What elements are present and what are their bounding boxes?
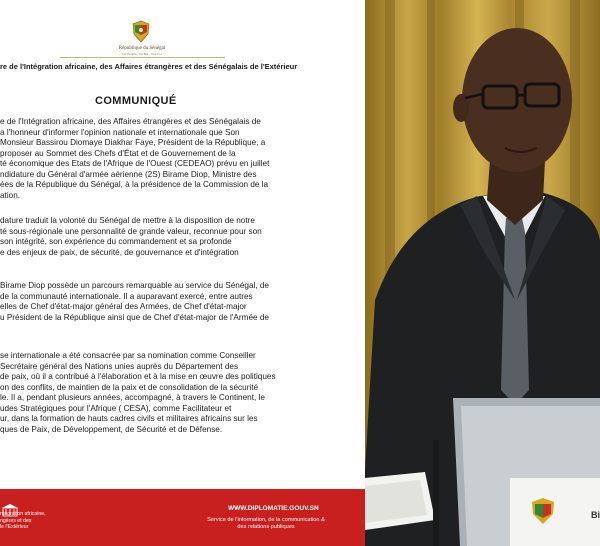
national-motto: Un Peuple - Un But - Une Foi (122, 52, 162, 56)
text-line: ées de la République du Sénégal, à la présidence de la Commission de la (0, 180, 269, 189)
document-header (0, 0, 365, 80)
name-plate (510, 478, 600, 546)
tie (501, 218, 529, 405)
text-line: a l'honneur d'informer l'opinion nationale et internationale que Son (0, 127, 240, 137)
text-line: dature traduit la volonté du Sénégal de mettre à la disposition de notre (0, 216, 255, 225)
text-line: le. Il a, pendant plusieurs années, accompagné, à travers le Continent, le (0, 393, 265, 402)
text-line: té sous-régionale une personnalité de grande valeur, reconnue pour son (0, 226, 262, 236)
text-line: on des conflits, de maintien de la paix et de consolidation de la sécurité (0, 382, 259, 392)
text-line: ndidature du Général d'armée aérienne (2S) Birame Diop, Ministre des (0, 169, 257, 179)
text-line: té économique des Etats de l'Afrique de l'Ouest (CEDEAO) prévu en juillet (0, 159, 270, 168)
text-line: elles de Chef d'état-major général des Armées, de Chef d'état-major (0, 302, 247, 311)
text-line: proposer au Sommet des Chefs d'État et de Gouvernement de la (0, 148, 236, 158)
text-line: ques de Paix, de Développement, de Sécurité et de Défense. (0, 424, 223, 434)
text-line: Birame Diop possède un parcours remarquable au service du Sénégal, de (0, 281, 269, 290)
text-line: u Président de la République ainsi que de Chef d'état-major de l'Armée de (0, 312, 269, 322)
text-line: ur, dans la formation de hauts cadres civils et militaires africains sur les (0, 414, 258, 423)
text-line: ntégration africaine, (0, 511, 46, 517)
text-line: son intégrité, son expérience du commandement et sa profonde (0, 237, 232, 246)
header-divider (60, 57, 225, 58)
paragraph-4 (0, 351, 365, 435)
republic-name: République du Sénégal (118, 46, 166, 51)
footer-ministry-name (0, 511, 60, 531)
text-line: Secrétaire général des Nations unies auprès du Département des (0, 361, 239, 371)
senegal-coat-of-arms-icon (131, 20, 151, 44)
paragraph-3 (0, 281, 365, 323)
footer-service-name (171, 517, 361, 531)
name-plate-text: Bi (591, 510, 600, 520)
paragraph-1 (0, 117, 365, 201)
microphone-stand (433, 440, 439, 546)
text-line: ation. (0, 190, 21, 200)
text-line: Service de l'information, de la communication & (207, 517, 325, 523)
minister-photo (365, 0, 600, 546)
text-line: de la communauté internationale. Il a auparavant exercé, entre autres (0, 291, 253, 301)
document-footer (0, 489, 365, 546)
paragraph-2 (0, 216, 365, 258)
portrait-illustration (365, 0, 600, 546)
text-line: de paix, où il a contribué à l'élaboration et à la mise en œuvre des politiques (0, 372, 276, 381)
text-line: des relations publiques (237, 524, 295, 530)
document-title: COMMUNIQUÉ (95, 95, 177, 107)
text-line: ngères et des (0, 517, 32, 524)
text-line: e des enjeux de paix, de sécurité, de gouvernance et d'intégration (0, 247, 239, 257)
text-line: se internationale a été consacrée par sa nomination comme Conseiller (0, 351, 256, 360)
footer-website-link[interactable]: WWW.DIPLOMATIE.GOUV.SN (228, 505, 319, 512)
text-line: Monsieur Bassirou Diomaye Diakhar Faye, Président de la République, a (0, 138, 266, 147)
text-line: udes Stratégiques pour l'Afrique ( CESA), comme Facilitateur et (0, 403, 232, 413)
ministry-name: re de l'Intégration africaine, des Affaires étrangères et des Sénégalais de l'Extérieur (0, 62, 298, 71)
text-line: e de l'Intégration africaine, des Affaires étrangères et des Sénégalais de (0, 117, 261, 126)
text-line: le l'Extérieur (0, 524, 29, 531)
